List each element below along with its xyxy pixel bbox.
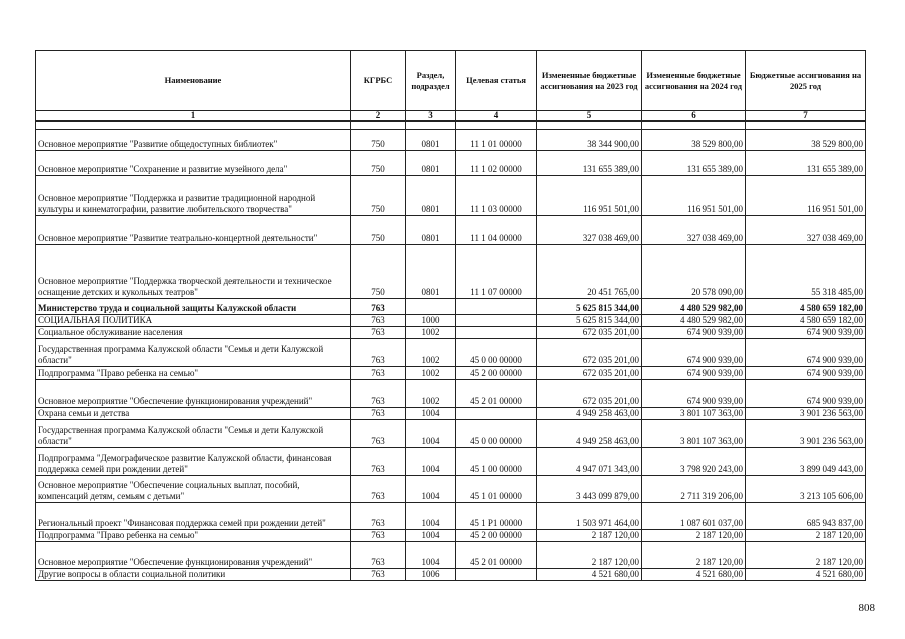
row-target-article: 45 0 00 00000 <box>456 419 537 447</box>
table-row <box>36 475 866 502</box>
row-target-article: 45 1 01 00000 <box>456 475 537 502</box>
row-amount-2025: 685 943 837,00 <box>746 502 866 529</box>
row-kgrbs: 763 <box>351 407 406 419</box>
row-kgrbs: 763 <box>351 419 406 447</box>
row-amount-2023: 4 949 258 463,00 <box>537 407 642 419</box>
row-target-article: 11 1 07 00000 <box>456 244 537 298</box>
column-number: 2 <box>351 111 406 122</box>
row-amount-2025: 38 529 800,00 <box>746 129 866 150</box>
row-amount-2025: 3 899 049 443,00 <box>746 447 866 475</box>
row-amount-2024: 674 900 939,00 <box>642 366 746 379</box>
header-2025: Бюджетные ассигнования на 2025 год <box>746 51 866 111</box>
row-section: 1006 <box>406 568 456 580</box>
row-kgrbs: 763 <box>351 298 406 314</box>
row-target-article: 11 1 02 00000 <box>456 150 537 175</box>
row-section: 1004 <box>406 407 456 419</box>
table-body <box>36 129 866 580</box>
row-amount-2024: 38 529 800,00 <box>642 129 746 150</box>
table-row <box>36 314 866 326</box>
row-amount-2023: 20 451 765,00 <box>537 244 642 298</box>
row-amount-2024: 4 521 680,00 <box>642 568 746 580</box>
row-kgrbs: 763 <box>351 475 406 502</box>
budget-table <box>35 50 866 581</box>
row-amount-2024: 674 900 939,00 <box>642 326 746 338</box>
page-number: 808 <box>858 602 875 614</box>
row-amount-2024: 4 480 529 982,00 <box>642 298 746 314</box>
row-name: Основное мероприятие "Обеспечение социальных выплат, пособий, компенсаций детям, семьям с детьми" <box>36 475 351 502</box>
row-kgrbs: 763 <box>351 529 406 541</box>
column-number: 7 <box>746 111 866 122</box>
row-target-article: 11 1 03 00000 <box>456 175 537 215</box>
row-section: 0801 <box>406 129 456 150</box>
row-kgrbs: 763 <box>351 366 406 379</box>
row-kgrbs: 750 <box>351 129 406 150</box>
row-section: 1004 <box>406 502 456 529</box>
row-amount-2025: 2 187 120,00 <box>746 541 866 568</box>
table-row <box>36 568 866 580</box>
row-amount-2023: 131 655 389,00 <box>537 150 642 175</box>
row-kgrbs: 763 <box>351 379 406 407</box>
row-amount-2023: 672 035 201,00 <box>537 379 642 407</box>
table-row <box>36 529 866 541</box>
header-kgrbs: КГРБС <box>351 51 406 111</box>
table-row <box>36 338 866 366</box>
row-name: Основное мероприятие "Обеспечение функционирования учреждений" <box>36 379 351 407</box>
row-amount-2023: 2 187 120,00 <box>537 541 642 568</box>
row-amount-2024: 674 900 939,00 <box>642 338 746 366</box>
table-row <box>36 129 866 150</box>
column-number: 5 <box>537 111 642 122</box>
row-kgrbs: 750 <box>351 150 406 175</box>
row-section: 1002 <box>406 379 456 407</box>
row-amount-2023: 672 035 201,00 <box>537 366 642 379</box>
row-name: СОЦИАЛЬНАЯ ПОЛИТИКА <box>36 314 351 326</box>
row-amount-2023: 38 344 900,00 <box>537 129 642 150</box>
row-kgrbs: 763 <box>351 447 406 475</box>
row-amount-2024: 20 578 090,00 <box>642 244 746 298</box>
column-number: 1 <box>36 111 351 122</box>
row-target-article <box>456 568 537 580</box>
row-name: Основное мероприятие "Обеспечение функционирования учреждений" <box>36 541 351 568</box>
row-section: 0801 <box>406 150 456 175</box>
row-section <box>406 298 456 314</box>
row-kgrbs: 763 <box>351 326 406 338</box>
row-target-article: 11 1 01 00000 <box>456 129 537 150</box>
row-amount-2025: 2 187 120,00 <box>746 529 866 541</box>
column-number: 6 <box>642 111 746 122</box>
row-amount-2023: 327 038 469,00 <box>537 215 642 244</box>
table-row <box>36 326 866 338</box>
row-amount-2025: 55 318 485,00 <box>746 244 866 298</box>
row-amount-2023: 4 947 071 343,00 <box>537 447 642 475</box>
row-amount-2023: 5 625 815 344,00 <box>537 298 642 314</box>
row-amount-2024: 674 900 939,00 <box>642 379 746 407</box>
row-amount-2024: 1 087 601 037,00 <box>642 502 746 529</box>
row-amount-2025: 3 901 236 563,00 <box>746 419 866 447</box>
row-amount-2025: 674 900 939,00 <box>746 338 866 366</box>
row-name: Социальное обслуживание населения <box>36 326 351 338</box>
row-amount-2025: 4 580 659 182,00 <box>746 314 866 326</box>
row-target-article <box>456 314 537 326</box>
row-section: 1002 <box>406 338 456 366</box>
table-row <box>36 502 866 529</box>
row-amount-2023: 1 503 971 464,00 <box>537 502 642 529</box>
row-amount-2023: 4 949 258 463,00 <box>537 419 642 447</box>
row-amount-2025: 674 900 939,00 <box>746 379 866 407</box>
row-amount-2024: 3 801 107 363,00 <box>642 407 746 419</box>
row-name: Охрана семьи и детства <box>36 407 351 419</box>
row-target-article: 45 2 00 00000 <box>456 529 537 541</box>
table-row <box>36 366 866 379</box>
row-kgrbs: 763 <box>351 338 406 366</box>
table-row <box>36 215 866 244</box>
row-name: Подпрограмма "Право ребенка на семью" <box>36 529 351 541</box>
row-amount-2024: 4 480 529 982,00 <box>642 314 746 326</box>
row-name: Государственная программа Калужской области "Семья и дети Калужской области" <box>36 338 351 366</box>
row-target-article: 45 1 00 00000 <box>456 447 537 475</box>
row-target-article <box>456 326 537 338</box>
row-section: 0801 <box>406 175 456 215</box>
header-target: Целевая статья <box>456 51 537 111</box>
row-section: 1004 <box>406 419 456 447</box>
row-kgrbs: 750 <box>351 175 406 215</box>
table-row <box>36 541 866 568</box>
row-kgrbs: 750 <box>351 244 406 298</box>
row-amount-2024: 2 711 319 206,00 <box>642 475 746 502</box>
row-amount-2025: 4 521 680,00 <box>746 568 866 580</box>
column-number: 4 <box>456 111 537 122</box>
row-amount-2023: 3 443 099 879,00 <box>537 475 642 502</box>
row-amount-2023: 4 521 680,00 <box>537 568 642 580</box>
header-2024: Измененные бюджетные ассигнования на 2024 год <box>642 51 746 111</box>
column-number: 3 <box>406 111 456 122</box>
row-amount-2023: 116 951 501,00 <box>537 175 642 215</box>
row-name: Подпрограмма "Демографическое развитие Калужской области, финансовая поддержка семей при рождении детей" <box>36 447 351 475</box>
table-row <box>36 298 866 314</box>
table-row <box>36 175 866 215</box>
row-target-article: 45 2 01 00000 <box>456 541 537 568</box>
row-amount-2025: 674 900 939,00 <box>746 366 866 379</box>
row-kgrbs: 763 <box>351 568 406 580</box>
row-target-article: 45 0 00 00000 <box>456 338 537 366</box>
row-amount-2025: 116 951 501,00 <box>746 175 866 215</box>
column-number-row <box>36 111 866 122</box>
row-section: 0801 <box>406 244 456 298</box>
row-kgrbs: 763 <box>351 502 406 529</box>
header-section: Раздел, подраздел <box>406 51 456 111</box>
row-name: Основное мероприятие "Развитие общедоступных библиотек" <box>36 129 351 150</box>
row-target-article <box>456 407 537 419</box>
row-target-article: 45 2 01 00000 <box>456 379 537 407</box>
spacer-row <box>36 121 866 129</box>
row-amount-2024: 3 801 107 363,00 <box>642 419 746 447</box>
table-row <box>36 447 866 475</box>
row-section: 1002 <box>406 366 456 379</box>
row-amount-2024: 131 655 389,00 <box>642 150 746 175</box>
row-section: 1004 <box>406 447 456 475</box>
row-name: Основное мероприятие "Развитие театрально-концертной деятельности" <box>36 215 351 244</box>
header-row <box>36 51 866 111</box>
table-row <box>36 150 866 175</box>
row-section: 1004 <box>406 529 456 541</box>
row-section: 1004 <box>406 475 456 502</box>
row-target-article: 11 1 04 00000 <box>456 215 537 244</box>
row-amount-2023: 672 035 201,00 <box>537 326 642 338</box>
row-kgrbs: 763 <box>351 541 406 568</box>
row-amount-2025: 327 038 469,00 <box>746 215 866 244</box>
row-amount-2024: 116 951 501,00 <box>642 175 746 215</box>
row-name: Основное мероприятие "Поддержка и развитие традиционной народной культуры и кинематографии, развитие любительского творчества" <box>36 175 351 215</box>
row-target-article <box>456 298 537 314</box>
row-amount-2025: 4 580 659 182,00 <box>746 298 866 314</box>
row-kgrbs: 750 <box>351 215 406 244</box>
table-row <box>36 244 866 298</box>
row-amount-2024: 2 187 120,00 <box>642 541 746 568</box>
header-2023: Измененные бюджетные ассигнования на 2023 год <box>537 51 642 111</box>
row-name: Основное мероприятие "Поддержка творческой деятельности и техническое оснащение детских и кукольных театров" <box>36 244 351 298</box>
row-name: Основное мероприятие "Сохранение и развитие музейного дела" <box>36 150 351 175</box>
row-name: Другие вопросы в области социальной политики <box>36 568 351 580</box>
row-name: Министерство труда и социальной защиты Калужской области <box>36 298 351 314</box>
row-name: Подпрограмма "Право ребенка на семью" <box>36 366 351 379</box>
row-target-article: 45 1 P1 00000 <box>456 502 537 529</box>
table-row <box>36 407 866 419</box>
row-section: 1004 <box>406 541 456 568</box>
row-amount-2025: 674 900 939,00 <box>746 326 866 338</box>
row-amount-2024: 2 187 120,00 <box>642 529 746 541</box>
row-kgrbs: 763 <box>351 314 406 326</box>
row-target-article: 45 2 00 00000 <box>456 366 537 379</box>
header-name: Наименование <box>36 51 351 111</box>
table-row <box>36 379 866 407</box>
row-section: 1000 <box>406 314 456 326</box>
table-row <box>36 419 866 447</box>
row-amount-2025: 131 655 389,00 <box>746 150 866 175</box>
row-amount-2024: 3 798 920 243,00 <box>642 447 746 475</box>
row-amount-2023: 2 187 120,00 <box>537 529 642 541</box>
row-amount-2025: 3 901 236 563,00 <box>746 407 866 419</box>
row-name: Государственная программа Калужской области "Семья и дети Калужской области" <box>36 419 351 447</box>
row-name: Региональный проект "Финансовая поддержка семей при рождении детей" <box>36 502 351 529</box>
row-amount-2023: 5 625 815 344,00 <box>537 314 642 326</box>
row-section: 1002 <box>406 326 456 338</box>
row-amount-2023: 672 035 201,00 <box>537 338 642 366</box>
row-section: 0801 <box>406 215 456 244</box>
row-amount-2025: 3 213 105 606,00 <box>746 475 866 502</box>
row-amount-2024: 327 038 469,00 <box>642 215 746 244</box>
